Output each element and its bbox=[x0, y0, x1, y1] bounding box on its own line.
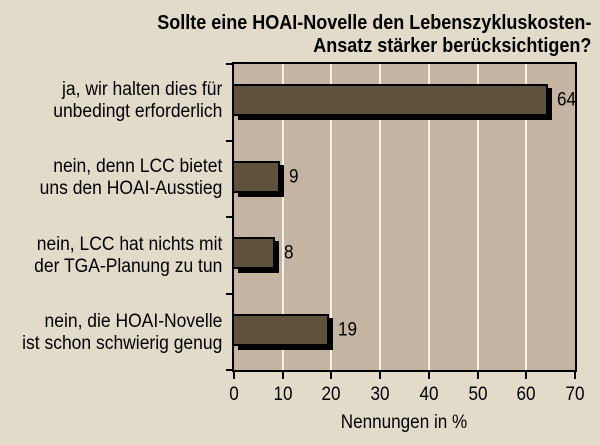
y-axis-tick bbox=[226, 140, 232, 142]
x-axis-tick bbox=[477, 372, 479, 379]
x-axis-tick bbox=[282, 372, 284, 379]
chart-title-line2: Ansatz stärker berücksichtigen? bbox=[312, 35, 591, 57]
category-label-line: nein, denn LCC bietet bbox=[53, 156, 223, 178]
bar bbox=[234, 314, 329, 346]
x-axis-tick-label: 70 bbox=[565, 384, 585, 405]
bar-value-label: 19 bbox=[337, 319, 357, 340]
x-axis-title: Nennungen in % bbox=[340, 412, 468, 433]
y-axis-tick bbox=[226, 369, 232, 371]
x-axis-tick bbox=[330, 372, 332, 379]
bar-value-label: 8 bbox=[283, 242, 294, 264]
category-label-line: ist schon schwierig genug bbox=[22, 333, 223, 355]
y-axis-tick bbox=[226, 63, 232, 65]
bar-value-label: 9 bbox=[288, 166, 299, 187]
x-axis-tick-label: 40 bbox=[419, 384, 439, 405]
category-label bbox=[18, 217, 226, 295]
bar bbox=[234, 84, 548, 116]
category-axis-labels bbox=[0, 62, 226, 372]
bar bbox=[234, 237, 275, 269]
chart-title-line1: Sollte eine HOAI-Novelle den Lebenszykluskosten- bbox=[156, 12, 591, 34]
x-axis-tick-label: 20 bbox=[321, 384, 341, 405]
category-label-line: uns den HOAI-Ausstieg bbox=[39, 178, 223, 200]
y-axis-tick bbox=[226, 293, 232, 295]
category-label bbox=[18, 295, 226, 373]
x-axis-tick-label: 50 bbox=[468, 384, 488, 405]
category-label-line: nein, die HOAI-Novelle bbox=[44, 311, 223, 333]
category-label-line: ja, wir halten dies für bbox=[62, 78, 223, 100]
chart-title bbox=[157, 12, 591, 58]
x-axis-tick bbox=[428, 372, 430, 379]
plot-area bbox=[232, 62, 577, 372]
x-axis-tick-label: 30 bbox=[370, 384, 390, 405]
x-axis-tick bbox=[379, 372, 381, 379]
x-axis-tick bbox=[525, 372, 527, 379]
category-label-line: der TGA-Planung zu tun bbox=[34, 255, 223, 277]
bar bbox=[234, 161, 280, 193]
x-axis-tick-label: 60 bbox=[516, 384, 536, 405]
y-axis-tick bbox=[226, 216, 232, 218]
category-label bbox=[18, 140, 226, 218]
category-label-line: unbedingt erforderlich bbox=[53, 100, 223, 122]
x-axis-tick bbox=[574, 372, 576, 379]
x-axis-tick-label: 10 bbox=[273, 384, 293, 405]
bar-value-label: 64 bbox=[556, 89, 576, 111]
x-axis-tick-label: 0 bbox=[229, 384, 239, 405]
x-axis-tick bbox=[233, 372, 235, 379]
category-label-line: nein, LCC hat nichts mit bbox=[36, 233, 223, 255]
category-label bbox=[18, 62, 226, 140]
